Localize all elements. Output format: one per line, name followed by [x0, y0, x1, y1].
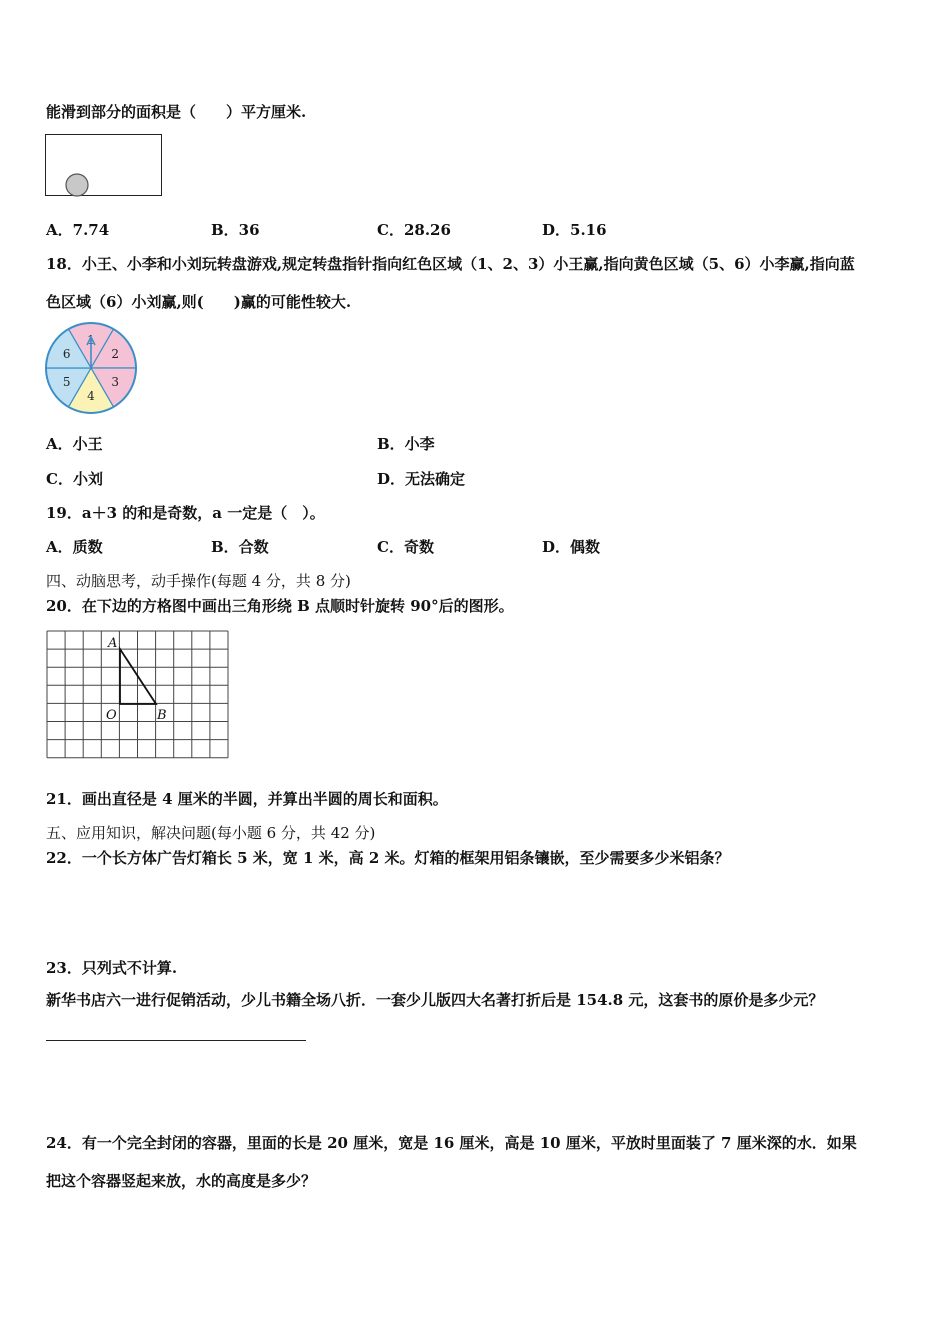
q18-option-d: D．无法确定 [377, 470, 466, 488]
q19-option-d: D．偶数 [542, 538, 601, 556]
q17-option-c: C．28.26 [377, 221, 451, 239]
q17-option-a: A．7.74 [46, 221, 110, 239]
q24-text-line2: 把这个容器竖起来放，水的高度是多少？ [46, 1172, 317, 1190]
q23-answer-line [46, 1040, 306, 1041]
q17-coin [66, 174, 88, 196]
q19-text: 19．a＋3 的和是奇数，a 一定是（ ）。 [46, 504, 325, 522]
spinner-label-3: 3 [111, 375, 120, 389]
q22-text: 22．一个长方体广告灯箱长 5 米，宽 1 米，高 2 米。灯箱的框架用铝条镶嵌，至少需要多少米铝条？ [46, 849, 730, 867]
q24-text-line1: 24．有一个完全封闭的容器，里面的长是 20 厘米，宽是 16 厘米，高是 10 厘米，平放时里面装了 7 厘米深的水．如果 [46, 1134, 857, 1152]
spinner-label-2: 2 [111, 347, 120, 361]
section-4-heading: 四、动脑思考，动手操作(每题 4 分，共 8 分) [46, 572, 351, 590]
q18-option-c: C．小刘 [46, 470, 103, 488]
spinner-label-1: 1 [87, 333, 95, 347]
spinner-label-4: 4 [87, 389, 95, 403]
section-5-heading: 五、应用知识，解决问题(每小题 6 分，共 42 分) [46, 824, 376, 842]
q20-grid-lines [47, 631, 228, 758]
spinner-label-5: 5 [62, 375, 71, 389]
q20-label-b: B [157, 708, 167, 723]
q18-text-line2: 色区域（6）小刘赢,则( )赢的可能性较大. [46, 293, 352, 311]
q18-option-b: B．小李 [377, 435, 435, 453]
q18-option-a: A．小王 [46, 435, 103, 453]
q17-rectangle [46, 135, 162, 196]
q20-label-o: O [106, 708, 117, 723]
q17-option-d: D．5.16 [542, 221, 607, 239]
q19-option-c: C．奇数 [377, 538, 434, 556]
q18-text-line1: 18．小王、小李和小刘玩转盘游戏,规定转盘指针指向红色区域（1、2、3）小王赢,指向黄色区域（5、6）小李赢,指向蓝 [46, 255, 855, 273]
q19-option-b: B．合数 [211, 538, 269, 556]
q23-text: 新华书店六一进行促销活动，少儿书籍全场八折．一套少儿版四大名著打折后是 154.8 元，这套书的原价是多少元？ [46, 991, 824, 1009]
q17-text: 能滑到部分的面积是（ ）平方厘米. [46, 103, 307, 121]
q23-title: 23．只列式不计算. [46, 959, 178, 977]
q19-option-a: A．质数 [46, 538, 103, 556]
q20-text: 20．在下边的方格图中画出三角形绕 B 点顺时针旋转 90°后的图形。 [46, 597, 514, 615]
q18-spinner [44, 321, 138, 415]
q21-text: 21．画出直径是 4 厘米的半圆，并算出半圆的周长和面积。 [46, 790, 448, 808]
spinner-label-6: 6 [62, 347, 71, 361]
q17-figure [45, 134, 163, 198]
q17-option-b: B．36 [211, 221, 260, 239]
q20-grid [47, 631, 229, 759]
q20-label-a: A [108, 636, 118, 651]
